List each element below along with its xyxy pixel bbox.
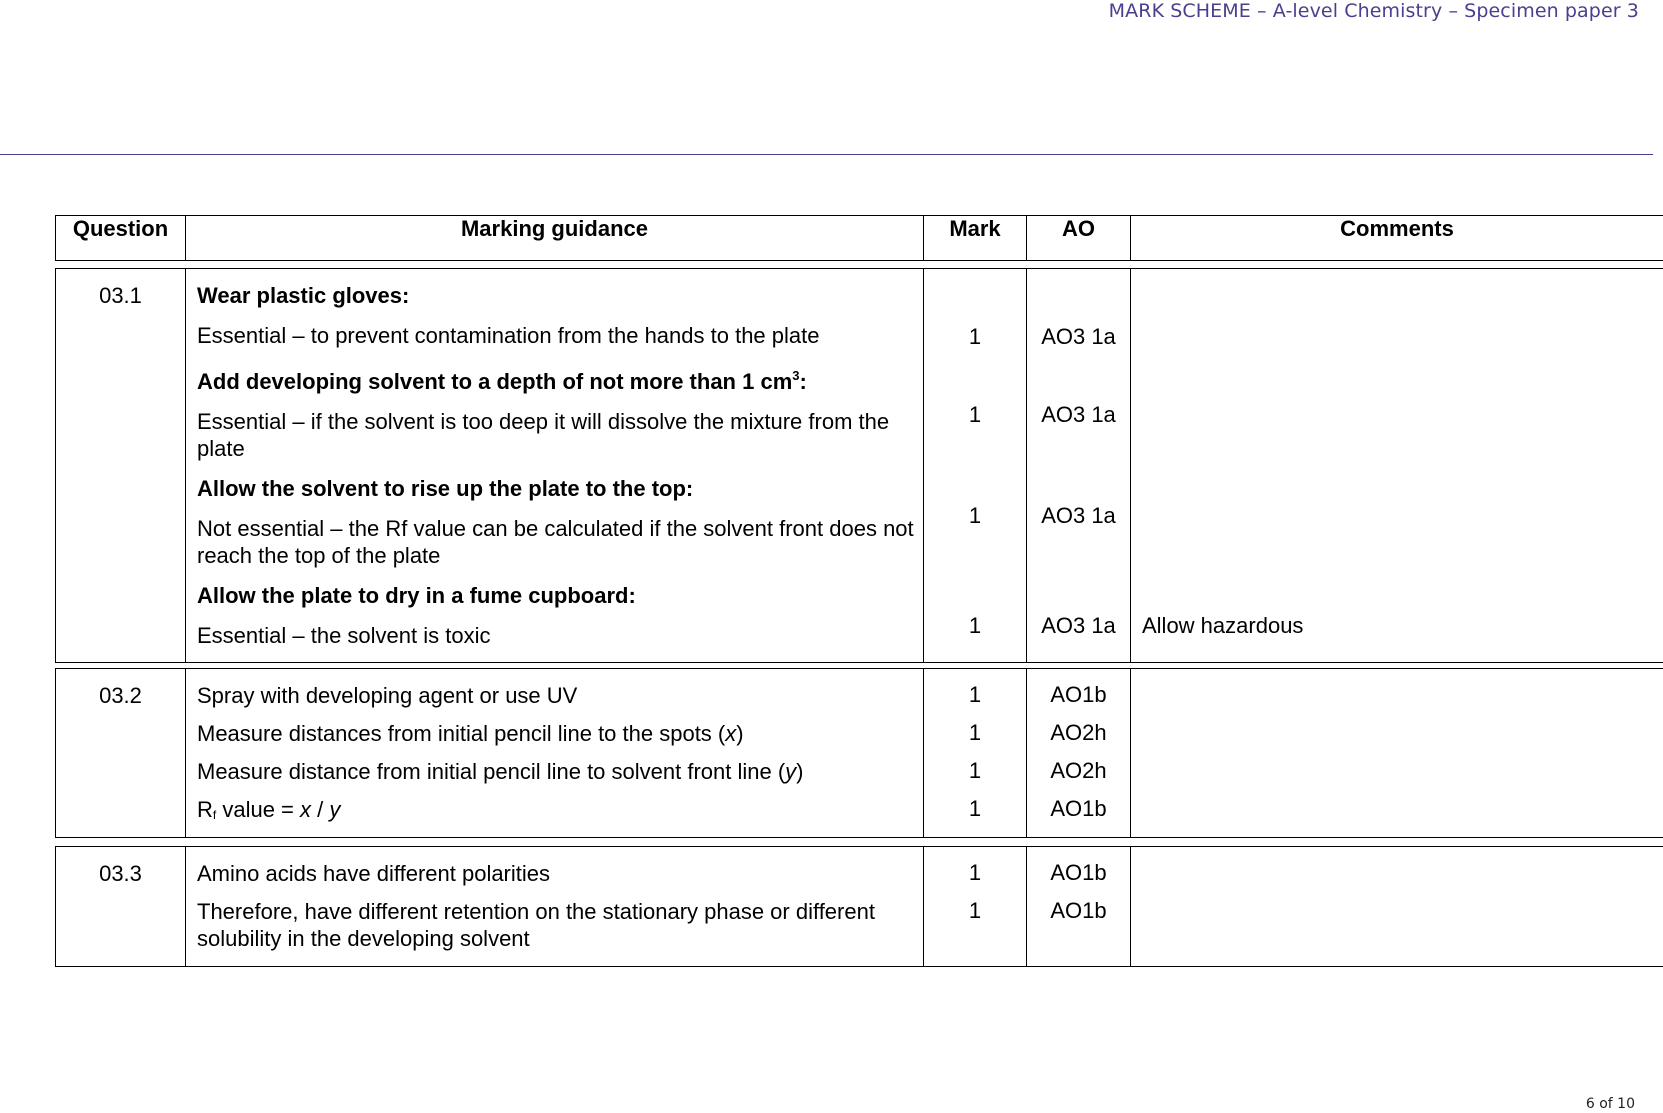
guidance-line-rf: $R_f$ value = x / y [197,797,341,822]
ao-value: AO2h [1050,758,1107,783]
marking-guidance-cell [186,847,924,967]
guidance-line: Therefore, have different retention on the stationary phase or different solubility in the developing solvent [197,899,875,951]
mark-value: 1 [968,758,982,783]
mark-value: 1 [968,796,982,821]
guidance-line: Essential – to prevent contamination from the hands to the plate [197,323,820,348]
ao-value: AO1b [1050,682,1107,707]
guidance-line: Not essential – the Rf value can be calculated if the solvent front does not reach the top of the plate [197,516,914,568]
ao-value: AO3 1a [1041,324,1116,349]
superscript-3: 3 [792,368,800,383]
ao-cell [1027,269,1131,663]
marking-guidance-cell [186,669,924,838]
page-header-title: MARK SCHEME – A-level Chemistry – Specimen paper 3 [1108,0,1639,22]
ao-value: AO3 1a [1041,503,1116,528]
question-number: 03.3 [56,847,186,967]
ao-value: AO2h [1050,720,1107,745]
ao-value: AO1b [1050,898,1107,923]
mark-value: 1 [968,682,982,707]
marking-guidance-cell [186,269,924,663]
guidance-line: Measure distances from initial pencil line to the spots (x) [197,721,744,746]
guidance-line: Amino acids have different polarities [197,861,551,886]
guidance-line: Measure distance from initial pencil line to solvent front line (y) [197,759,804,784]
mark-value: 1 [968,613,982,638]
question-03-2-table [55,668,1663,838]
question-03-3-table [55,846,1663,967]
column-header-comments: Comments [1131,216,1663,261]
guidance-line: Allow the solvent to rise up the plate to the top: [197,476,694,501]
column-header-table [55,215,1663,261]
mark-value: 1 [968,324,982,349]
column-header-ao: AO [1027,216,1131,261]
comments-cell [1131,269,1663,663]
guidance-line: Wear plastic gloves: [197,283,410,308]
comments-cell [1131,847,1663,967]
guidance-line: Essential – if the solvent is too deep it will dissolve the mixture from the plate [197,409,890,461]
mark-value: 1 [968,720,982,745]
ao-value: AO1b [1050,860,1107,885]
mark-value: 1 [968,402,982,427]
mark-value: 1 [968,860,982,885]
column-header-mark: Mark [924,216,1027,261]
question-03-1-table [55,268,1663,663]
comments-cell [1131,669,1663,838]
question-number: 03.1 [56,269,186,663]
guidance-line: Allow the plate to dry in a fume cupboard: [197,583,636,608]
guidance-line: Essential – the solvent is toxic [197,623,491,648]
mark-cell [924,847,1027,967]
column-header-question: Question [56,216,186,261]
question-number: 03.2 [56,669,186,838]
ao-value: AO3 1a [1041,402,1116,427]
ao-cell [1027,847,1131,967]
page-number: 6 of 10 [1585,1096,1635,1112]
guidance-line: Spray with developing agent or use UV [197,683,578,708]
mark-cell [924,669,1027,838]
mark-value: 1 [968,503,982,528]
header-divider [0,154,1653,155]
ao-value: AO3 1a [1041,613,1116,638]
ao-cell [1027,669,1131,838]
column-header-guidance: Marking guidance [186,216,924,261]
mark-value: 1 [968,898,982,923]
ao-value: AO1b [1050,796,1107,821]
comment-text: Allow hazardous [1142,613,1304,638]
guidance-line: Add developing solvent to a depth of not more than 1 $cm^3$: [197,368,807,394]
mark-cell [924,269,1027,663]
